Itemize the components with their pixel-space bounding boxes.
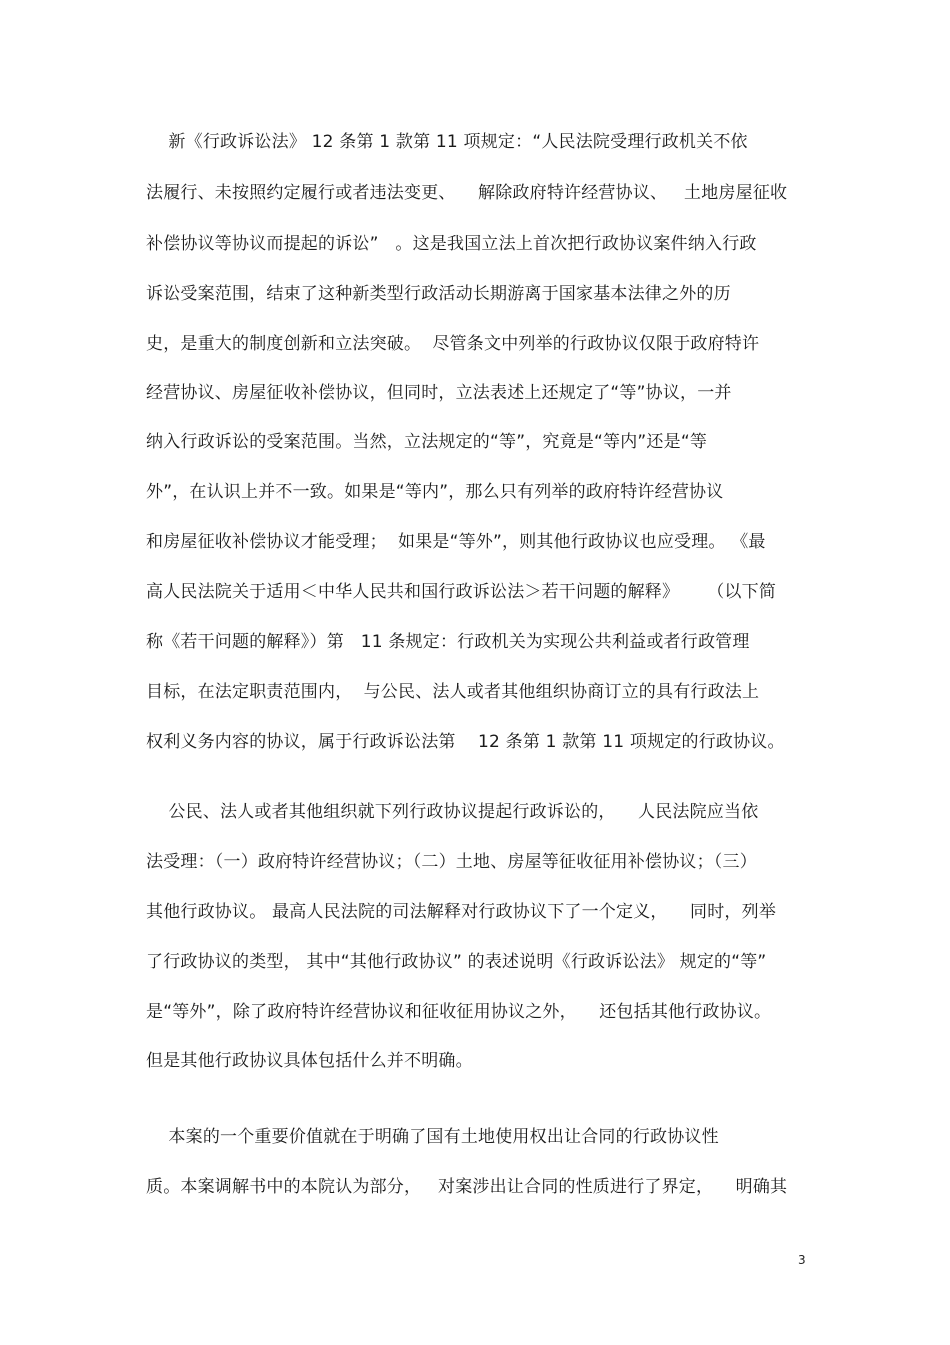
body-text-line: 外”，在认识上并不一致。如果是“等内”，那么只有列举的政府特许经营协议 <box>146 482 724 502</box>
body-text-line: 目标，在法定职责范围内， 与公民、法人或者其他组织协商订立的具有行政法上 <box>146 682 760 702</box>
body-text-line: 和房屋征收补偿协议才能受理； 如果是“等外”，则其他行政协议也应受理。 《最 <box>146 532 766 552</box>
page-number: 3 <box>798 1253 806 1267</box>
body-text-line: 本案的一个重要价值就在于明确了国有土地使用权出让合同的行政协议性 <box>146 1127 719 1147</box>
body-text-line: 史，是重大的制度创新和立法突破。 尽管条文中列举的行政协议仅限于政府特许 <box>146 334 760 354</box>
body-text-line: 法受理：（一）政府特许经营协议；（二）土地、房屋等征收征用补偿协议；（三） <box>146 852 757 872</box>
body-text-line: 其他行政协议。 最高人民法院的司法解释对行政协议下了一个定义， 同时，列举 <box>146 902 777 922</box>
body-text-line: 新《行政诉讼法》 12 条第 1 款第 11 项规定：“人民法院受理行政机关不依 <box>146 132 748 152</box>
body-text-line: 高人民法院关于适用＜中华人民共和国行政诉讼法＞若干问题的解释》 （以下简 <box>146 582 777 602</box>
body-text-line: 但是其他行政协议具体包括什么并不明确。 <box>146 1051 473 1071</box>
body-text-line: 了行政协议的类型， 其中“其他行政协议” 的表述说明《行政诉讼法》 规定的“等” <box>146 952 767 972</box>
body-text-line: 法履行、未按照约定履行或者违法变更、 解除政府特许经营协议、 土地房屋征收 <box>146 183 788 203</box>
body-text-line: 经营协议、房屋征收补偿协议，但同时，立法表述上还规定了“等”协议，一并 <box>146 383 732 403</box>
body-text-line: 质。本案调解书中的本院认为部分， 对案涉出让合同的性质进行了界定， 明确其 <box>146 1177 788 1197</box>
body-text-line: 是“等外”，除了政府特许经营协议和征收征用协议之外， 还包括其他行政协议。 <box>146 1002 772 1022</box>
body-text-line: 称《若干问题的解释》）第 11 条规定：行政机关为实现公共利益或者行政管理 <box>146 632 750 652</box>
body-text-line: 权利义务内容的协议，属于行政诉讼法第 12 条第 1 款第 11 项规定的行政协议。 <box>146 732 785 752</box>
body-text-line: 纳入行政诉讼的受案范围。当然，立法规定的“等”，究竟是“等内”还是“等 <box>146 432 708 452</box>
body-text-line: 公民、法人或者其他组织就下列行政协议提起行政诉讼的， 人民法院应当依 <box>146 802 759 822</box>
body-text-line: 补偿协议等协议而提起的诉讼” 。这是我国立法上首次把行政协议案件纳入行政 <box>146 234 757 254</box>
body-text-line: 诉讼受案范围，结束了这种新类型行政活动长期游离于国家基本法律之外的历 <box>146 284 731 304</box>
